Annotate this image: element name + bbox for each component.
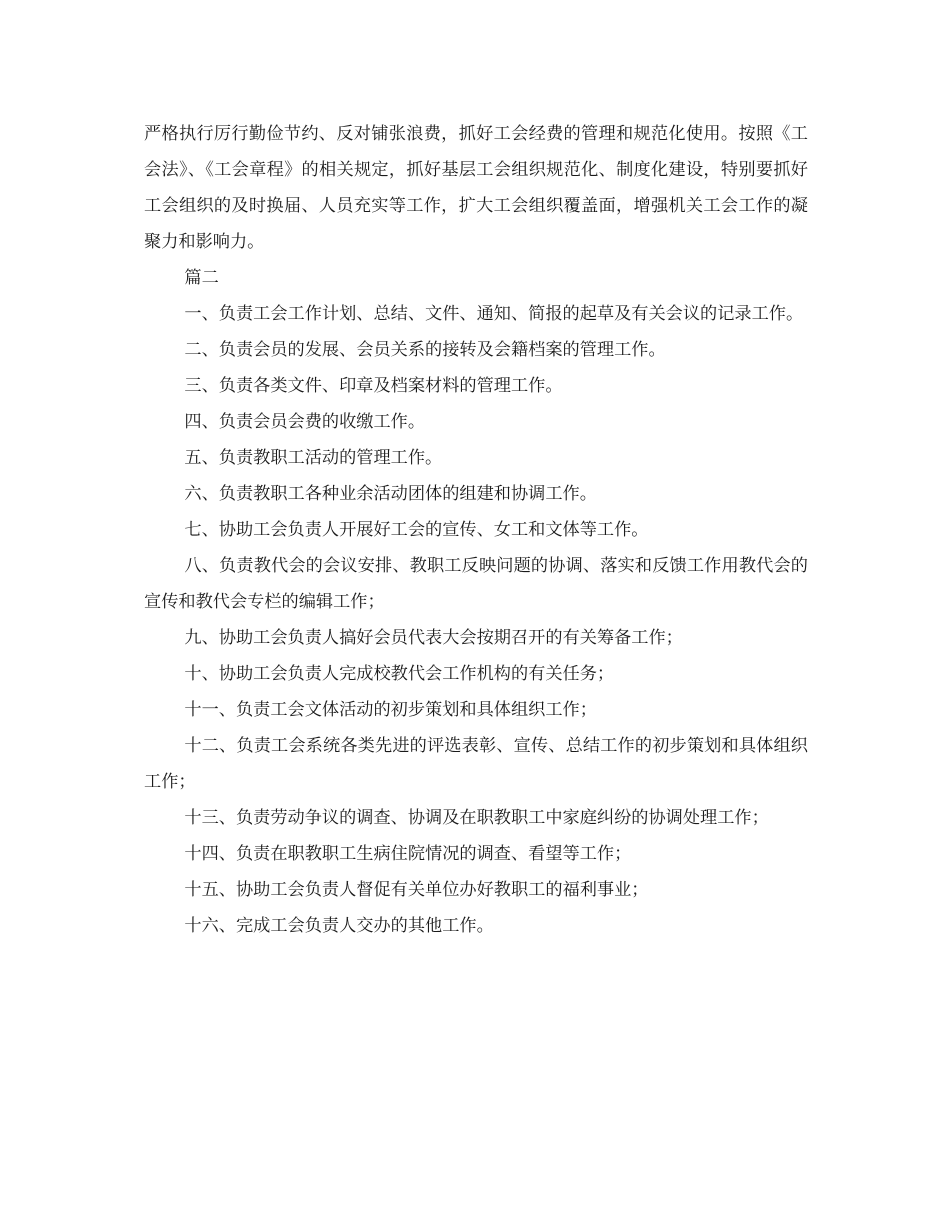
list-item: 八、负责教代会的会议安排、教职工反映问题的协调、落实和反馈工作用教代会的宣传和教代会专栏的编辑工作；: [144, 556, 808, 612]
section-title: 篇二: [184, 268, 219, 288]
list-item: 十一、负责工会文体活动的初步策划和具体组织工作；: [184, 700, 597, 720]
list-item: 十、协助工会负责人完成校教代会工作机构的有关任务；: [184, 664, 615, 684]
list-item: 二、负责会员的发展、会员关系的接转及会籍档案的管理工作。: [184, 340, 666, 360]
intro-paragraph: 严格执行厉行勤俭节约、反对铺张浪费，抓好工会经费的管理和规范化使用。按照《工会法》、《工会章程》的相关规定，抓好基层工会组织规范化、制度化建设，特别要抓好工会组织的及时换届、人员充实等工作，扩大工会组织覆盖面，增强机关工会工作的凝聚力和影响力。: [144, 124, 808, 252]
list-item: 七、协助工会负责人开展好工会的宣传、女工和文体等工作。: [184, 520, 649, 540]
list-item: 十五、协助工会负责人督促有关单位办好教职工的福利事业；: [184, 880, 649, 900]
list-item: 十三、负责劳动争议的调查、协调及在职教职工中家庭纠纷的协调处理工作；: [184, 808, 769, 828]
list-item: 十六、完成工会负责人交办的其他工作。: [184, 916, 494, 936]
list-item: 一、负责工会工作计划、总结、文件、通知、简报的起草及有关会议的记录工作。: [184, 304, 804, 324]
list-item: 九、协助工会负责人搞好会员代表大会按期召开的有关筹备工作；: [184, 628, 683, 648]
list-item: 十四、负责在职教职工生病住院情况的调查、看望等工作；: [184, 844, 632, 864]
list-item: 六、负责教职工各种业余活动团体的组建和协调工作。: [184, 484, 597, 504]
list-item: 三、负责各类文件、印章及档案材料的管理工作。: [184, 376, 563, 396]
list-item: 五、负责教职工活动的管理工作。: [184, 448, 443, 468]
list-item: 十二、负责工会系统各类先进的评选表彰、宣传、总结工作的初步策划和具体组织工作；: [144, 736, 808, 792]
document-body: [144, 116, 808, 944]
list-item: 四、负责会员会费的收缴工作。: [184, 412, 426, 432]
